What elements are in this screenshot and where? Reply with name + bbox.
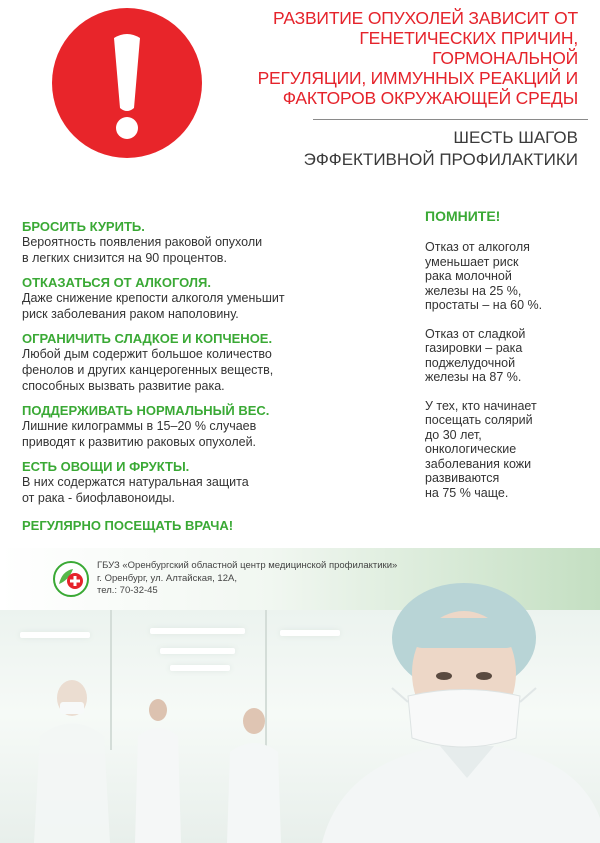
step-item (22, 219, 362, 266)
final-step: РЕГУЛЯРНО ПОСЕЩАТЬ ВРАЧА! (22, 518, 234, 533)
medical-logo-icon (52, 560, 90, 598)
staff-figure-blurred (32, 676, 112, 843)
step-item (22, 459, 362, 506)
step-text: Любой дым содержит большое количество фенолов и других канцерогенных веществ, способных вызвать развитие рака. (22, 347, 274, 393)
step-title: ПОДДЕРЖИВАТЬ НОРМАЛЬНЫЙ ВЕС. (22, 403, 270, 418)
step-text: Вероятность появления раковой опухоли в легких снизится на 90 процентов. (22, 235, 263, 265)
step-title: БРОСИТЬ КУРИТЬ. (22, 219, 145, 234)
doctor-portrait (322, 578, 600, 843)
step-text: Даже снижение крепости алкоголя уменьшит риск заболевания раком наполовину. (22, 291, 285, 321)
step-item (22, 331, 362, 394)
subtitle-line: ШЕСТЬ ШАГОВ (453, 128, 578, 147)
step-item (22, 403, 362, 450)
remember-fact: У тех, кто начинает посещать солярий до 30 лет, онкологические заболевания кожи развиваются на 75 % чаще. (425, 398, 537, 500)
step-title: ЕСТЬ ОВОЩИ И ФРУКТЫ. (22, 459, 190, 474)
ceiling-light (160, 648, 235, 654)
divider-line (313, 119, 588, 120)
hospital-photo (0, 548, 600, 843)
step-title: ОГРАНИЧИТЬ СЛАДКОЕ И КОПЧЕНОЕ. (22, 331, 273, 346)
exclamation-icon (52, 8, 202, 158)
step-text: Лишние килограммы в 15–20 % случаев приводят к развитию раковых опухолей. (22, 419, 257, 449)
headline-line: РАЗВИТИЕ ОПУХОЛЕЙ ЗАВИСИТ ОТ (273, 8, 578, 28)
organization-address: г. Оренбург, ул. Алтайская, 12А, (97, 572, 237, 584)
remember-fact: Отказ от алкоголя уменьшает риск рака молочной железы на 25 %, простаты – на 60 %. (425, 240, 543, 312)
headline-line: ФАКТОРОВ ОКРУЖАЮЩЕЙ СРЕДЫ (282, 88, 578, 108)
organization-phone: тел.: 70-32-45 (97, 585, 158, 596)
warning-badge (52, 8, 202, 158)
ceiling-light (170, 665, 230, 671)
step-item (22, 275, 362, 322)
staff-figure (133, 696, 183, 843)
headline-line: ГЕНЕТИЧЕСКИХ ПРИЧИН, ГОРМОНАЛЬНОЙ (359, 28, 578, 68)
subtitle-line: ЭФФЕКТИВНОЙ ПРОФИЛАКТИКИ (303, 150, 578, 169)
step-text: В них содержатся натуральная защита от рака - биофлавоноиды. (22, 475, 249, 505)
steps-list (22, 219, 362, 533)
subtitle (250, 127, 578, 171)
ceiling-light (20, 632, 90, 638)
staff-figure (226, 706, 282, 843)
remember-facts (425, 240, 590, 514)
remember-title: ПОМНИТЕ! (425, 208, 501, 224)
remember-fact: Отказ от сладкой газировки – рака поджелудочной железы на 87 %. (425, 326, 526, 384)
step-title: ОТКАЗАТЬСЯ ОТ АЛКОГОЛЯ. (22, 275, 212, 290)
ceiling-light (150, 628, 245, 634)
organization-name: ГБУЗ «Оренбургский областной центр медицинской профилактики» (97, 560, 398, 571)
headline-red (212, 8, 578, 108)
headline-line: РЕГУЛЯЦИИ, ИММУННЫХ РЕАКЦИЙ И (257, 68, 578, 88)
